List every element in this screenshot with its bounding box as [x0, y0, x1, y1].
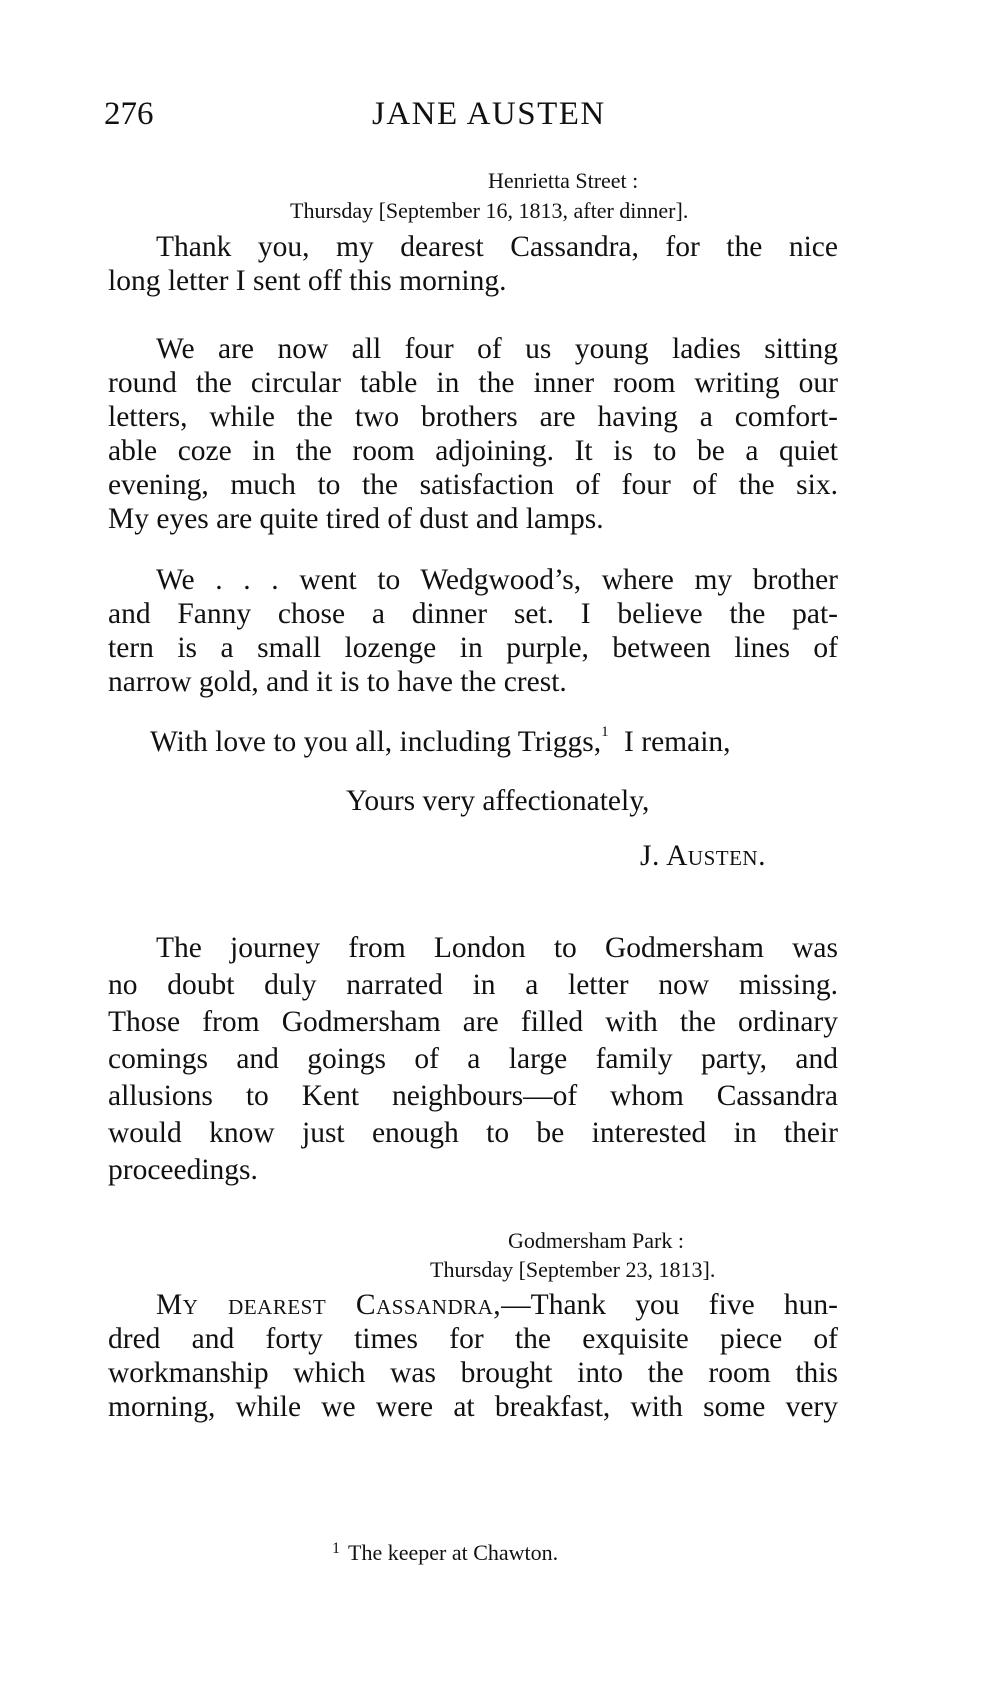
letter1-place: Henrietta Street :: [488, 168, 639, 193]
text-line: tern is a small lozenge in purple, between lines of: [108, 632, 838, 664]
text-line: The journey from London to Godmersham was: [156, 932, 838, 964]
page-number: 276: [104, 96, 154, 132]
text-line: long letter I sent off this morning.: [108, 265, 507, 297]
footnote-ref: 1: [601, 724, 609, 740]
letter1-date: Thursday [September 16, 1813, after dinner].: [290, 198, 689, 223]
footnote-mark: 1: [332, 1540, 340, 1557]
text-line: proceedings.: [108, 1154, 258, 1186]
salutation-continuation: —Thank you five hun-: [501, 1289, 839, 1321]
letter1-valediction: Yours very affectionately,: [346, 785, 650, 817]
text-line: workmanship which was brought into the room this: [108, 1357, 838, 1389]
text-line: letters, while the two brothers are having a comfort-: [108, 401, 838, 433]
text-line: morning, while we were at breakfast, with some very: [108, 1391, 838, 1423]
text-line: would know just enough to be interested in their: [108, 1117, 838, 1149]
text-line: dred and forty times for the exquisite piece of: [108, 1323, 838, 1355]
letter2-paragraph-1: [108, 1288, 838, 1424]
letter1-paragraph-1: [108, 230, 838, 298]
text-line: allusions to Kent neighbours—of whom Cassandra: [108, 1080, 838, 1112]
text-line: narrow gold, and it is to have the crest.: [108, 666, 567, 698]
text-line: and Fanny chose a dinner set. I believe the pat-: [108, 598, 838, 630]
salutation: My dearest Cassandra,: [156, 1289, 502, 1321]
letter1-paragraph-2: [108, 332, 838, 536]
letter1-paragraph-3: [108, 563, 838, 699]
running-title: JANE AUSTEN: [372, 96, 606, 132]
closing-end: I remain,: [624, 726, 731, 758]
text-line: comings and goings of a large family party, and: [108, 1043, 838, 1075]
footnote: [332, 1540, 558, 1566]
text-line: We . . . went to Wedgwood’s, where my brother: [156, 564, 838, 596]
text-line: [108, 1288, 838, 1322]
closing-text: With love to you all, including Triggs,: [150, 726, 602, 758]
text-line: My eyes are quite tired of dust and lamps.: [108, 503, 604, 535]
letter2-date: Thursday [September 23, 1813].: [430, 1257, 716, 1282]
text-line: Those from Godmersham are filled with the ordinary: [108, 1006, 838, 1038]
text-line: We are now all four of us young ladies sitting: [156, 333, 838, 365]
letter2-place: Godmersham Park :: [508, 1228, 684, 1253]
letter1-closing: [150, 726, 731, 759]
text-line: round the circular table in the inner room writing our: [108, 367, 838, 399]
text-line: evening, much to the satisfaction of four of the six.: [108, 469, 838, 501]
footnote-text: The keeper at Chawton.: [348, 1540, 559, 1565]
letter1-signature: J. Austen.: [640, 840, 766, 872]
text-line: able coze in the room adjoining. It is to be a quiet: [108, 435, 838, 467]
text-line: Thank you, my dearest Cassandra, for the nice: [156, 231, 838, 263]
text-line: no doubt duly narrated in a letter now missing.: [108, 969, 838, 1001]
narrative-paragraph: [108, 930, 838, 1189]
